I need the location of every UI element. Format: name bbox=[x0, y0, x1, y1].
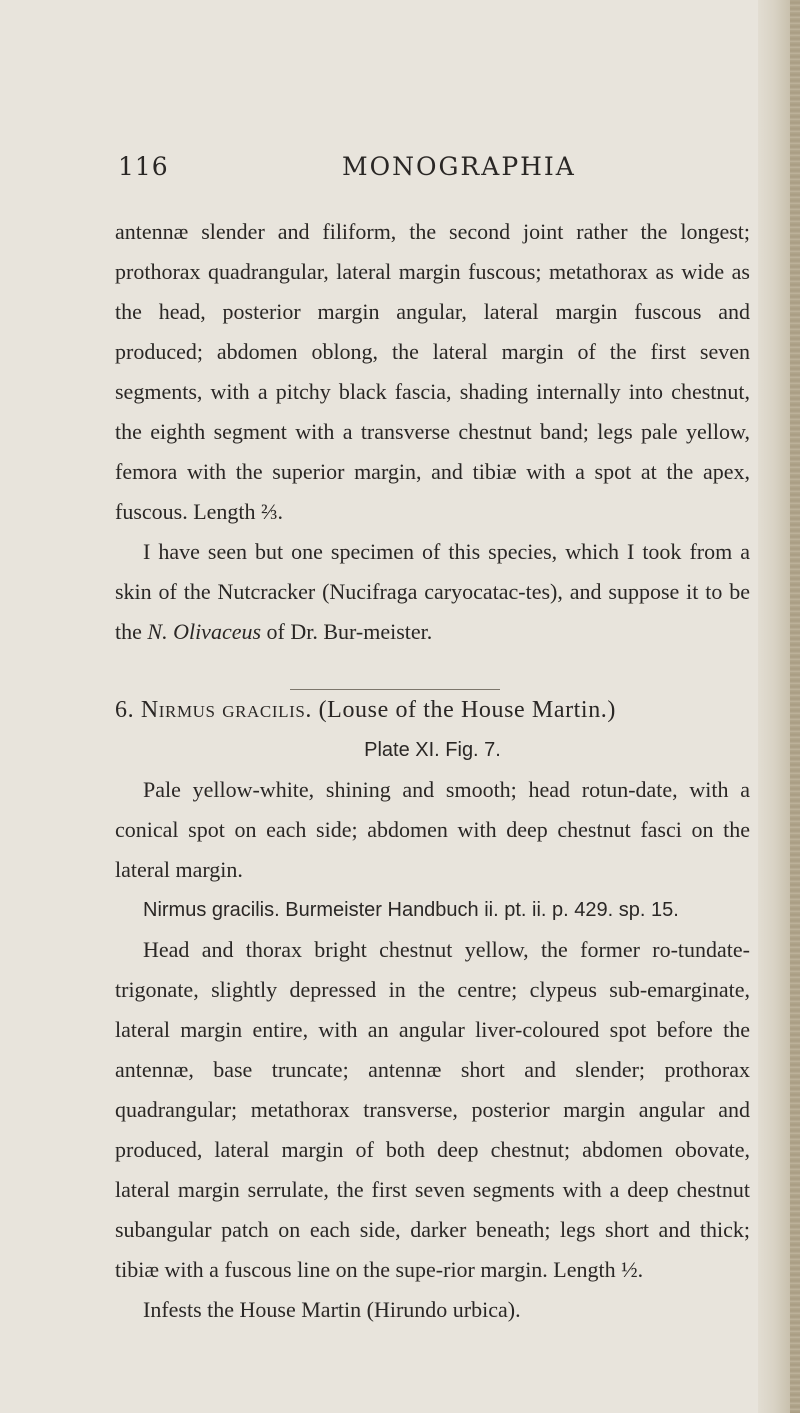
paragraph-specimen-note bbox=[115, 532, 750, 652]
plate-reference: Plate XI. Fig. 7. bbox=[364, 739, 501, 761]
specimen-note-text-1: I have seen but one specimen of this species, which I took from a skin of the Nutcracker (Nucifraga caryocatac-tes), and suppose it to be the bbox=[115, 539, 750, 644]
paragraph-host: Infests the House Martin (Hirundo urbica). bbox=[143, 1297, 521, 1322]
common-name: (Louse of the House Martin.) bbox=[318, 697, 616, 723]
paragraph-description-continued: antennæ slender and filiform, the second joint rather the longest; prothorax quadrangular, lateral margin fuscous; metathorax as wide as the head, posterior margin angular, lateral margin fuscous and produced; abdomen oblong, the lateral margin of the first seven segments, with a pitchy black fascia, shading internally into chestnut, the eighth segment with a transverse chestnut band; legs pale yellow, femora with the superior margin, and tibiæ with a spot at the apex, fuscous. Length ⅔. bbox=[115, 219, 750, 524]
synonym-reference: Burmeister Handbuch ii. pt. ii. p. 429. sp. 15. bbox=[285, 899, 679, 921]
species-heading bbox=[115, 690, 750, 730]
synonym-name: Nirmus gracilis. bbox=[143, 899, 280, 921]
specimen-note-text-2: of Dr. Bur-meister. bbox=[261, 619, 433, 644]
synonymy-line bbox=[115, 890, 750, 930]
running-title: MONOGRAPHIA bbox=[342, 152, 576, 181]
page-edge bbox=[758, 0, 800, 1413]
page-number: 116 bbox=[118, 152, 169, 181]
species-name: Nirmus gracilis. bbox=[140, 697, 312, 723]
running-head bbox=[70, 152, 740, 192]
paragraph-diagnosis: Pale yellow-white, shining and smooth; head rotun-date, with a conical spot on each side; abdomen with deep chestnut fasci on the lateral margin. bbox=[115, 777, 750, 882]
species-synonym: N. Olivaceus bbox=[147, 619, 262, 644]
paragraph-description: Head and thorax bright chestnut yellow, the former ro-tundate-trigonate, slightly depressed in the centre; clypeus sub-emarginate, lateral margin entire, with an angular liver-coloured spot before the antennæ, base truncate; antennæ short and slender; prothorax quadrangular; metathorax transverse, posterior margin angular and produced, lateral margin of both deep chestnut; abdomen obovate, lateral margin serrulate, the first seven segments with a deep chestnut subangular patch on each side, darker beneath; legs short and thick; tibiæ with a fuscous line on the supe-rior margin. Length ½. bbox=[115, 937, 750, 1282]
body-text bbox=[115, 212, 750, 1330]
species-number: 6. bbox=[115, 697, 135, 723]
